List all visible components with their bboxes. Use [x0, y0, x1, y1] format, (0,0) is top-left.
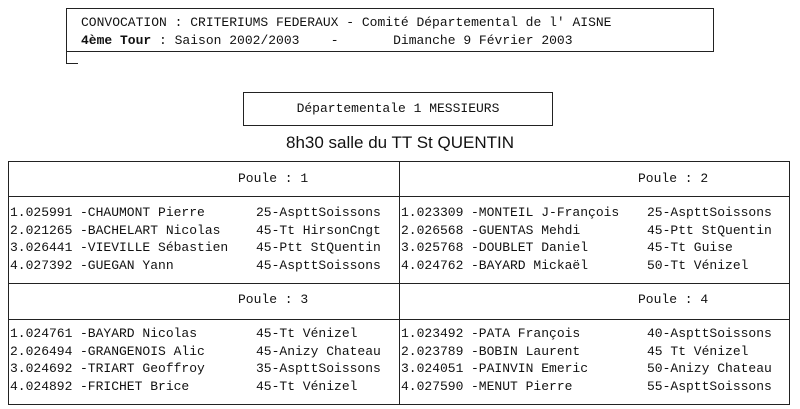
player-num: 4.027392 — [10, 257, 73, 273]
poule-3-list — [10, 326, 398, 396]
player-row — [10, 379, 398, 397]
player-num: 1.023309 — [401, 205, 464, 220]
player-name: -MONTEIL J-François — [471, 205, 620, 220]
player-row — [401, 344, 789, 362]
player-name: -PATA François — [471, 326, 581, 341]
player-row — [401, 361, 789, 379]
player-name: -TRIART Geoffroy — [80, 361, 205, 376]
player-name: -CHAUMONT Pierre — [80, 205, 205, 220]
season-label: : Saison 2002/2003 — [159, 33, 300, 48]
player-club: 40-AspttSoissons — [647, 326, 772, 341]
player-row — [10, 205, 398, 223]
player-club: 50-Tt Vénizel — [647, 257, 749, 273]
player-name: -GUENTAS Mehdi — [471, 222, 581, 238]
player-name: -BAYARD Nicolas — [80, 326, 198, 341]
player-name: -BAYARD Mickaël — [471, 257, 589, 273]
player-club: 45 Tt Vénizel — [647, 343, 749, 359]
player-name: -PAINVIN Emeric — [471, 361, 589, 376]
player-num: 3.024692 — [10, 361, 73, 376]
player-row — [10, 240, 398, 258]
player-num: 1.025991 — [10, 205, 73, 220]
player-club: 45-Anizy Chateau — [256, 343, 381, 359]
poule-2-title: Poule : 2 — [638, 171, 709, 186]
player-name: -BACHELART Nicolas — [80, 222, 221, 238]
player-row — [401, 258, 789, 276]
player-num: 4.024892 — [10, 378, 73, 394]
poule-2-list — [401, 205, 789, 275]
player-row — [401, 240, 789, 258]
player-num: 3.025768 — [401, 240, 464, 255]
poule-4-title: Poule : 4 — [638, 292, 709, 307]
player-club: 45-Ptt StQuentin — [256, 240, 381, 255]
poule-1-list — [10, 205, 398, 275]
player-club: 25-AspttSoissons — [256, 205, 381, 220]
player-row — [401, 326, 789, 344]
player-club: 45-Tt Guise — [647, 240, 733, 255]
poules-grid — [8, 161, 790, 405]
player-num: 2.026494 — [10, 343, 73, 359]
division-box — [243, 92, 553, 126]
player-name: -FRICHET Brice — [80, 378, 190, 394]
player-club: 50-Anizy Chateau — [647, 361, 772, 376]
player-row — [401, 223, 789, 241]
player-name: -GRANGENOIS Alic — [80, 343, 205, 359]
header-tick — [66, 63, 78, 64]
poule-2-separator — [399, 196, 790, 197]
division-title: Départementale 1 MESSIEURS — [296, 101, 500, 116]
player-club: 45-Tt Vénizel — [256, 378, 358, 394]
player-row — [10, 344, 398, 362]
player-name: -MENUT Pierre — [471, 378, 573, 394]
player-name: -GUEGAN Yann — [80, 257, 174, 273]
player-num: 4.024762 — [401, 257, 464, 273]
player-name: -BOBIN Laurent — [471, 343, 581, 359]
player-club: 45-AspttSoissons — [256, 257, 381, 273]
player-num: 2.023789 — [401, 343, 464, 359]
player-num: 1.023492 — [401, 326, 464, 341]
player-club: 55-AspttSoissons — [647, 378, 772, 394]
player-row — [10, 326, 398, 344]
player-num: 2.026568 — [401, 222, 464, 238]
poule-4-list — [401, 326, 789, 396]
grid-right-border — [789, 161, 790, 405]
venue-title: 8h30 salle du TT St QUENTIN — [285, 133, 515, 152]
poule-1-title: Poule : 1 — [238, 171, 309, 186]
player-num: 3.026441 — [10, 240, 73, 255]
player-row — [10, 223, 398, 241]
player-name: -VIEVILLE Sébastien — [80, 240, 229, 255]
poule-3-title: Poule : 3 — [238, 292, 309, 307]
player-num: 2.021265 — [10, 222, 73, 238]
header-title: CONVOCATION : CRITERIUMS FEDERAUX - Comité Départemental de l' AISNE — [81, 15, 612, 30]
header-dash: - — [330, 33, 339, 48]
player-name: -DOUBLET Daniel — [471, 240, 589, 255]
grid-left-border — [8, 161, 9, 405]
poule-3-separator — [8, 319, 399, 320]
player-row — [401, 379, 789, 397]
poule-4-separator — [399, 319, 790, 320]
player-club: 25-AspttSoissons — [647, 205, 772, 220]
header-box — [66, 8, 714, 52]
poule-1-separator — [8, 196, 399, 197]
player-club: 45-Tt Vénizel — [256, 326, 358, 341]
tour-label: 4ème Tour — [81, 33, 152, 48]
event-date: Dimanche 9 Février 2003 — [393, 33, 573, 48]
player-row — [401, 205, 789, 223]
player-row — [10, 361, 398, 379]
player-club: 35-AspttSoissons — [256, 361, 381, 376]
player-club: 45-Tt HirsonCngt — [256, 222, 381, 238]
grid-center-divider — [399, 161, 400, 405]
player-row — [10, 258, 398, 276]
player-club: 45-Ptt StQuentin — [647, 222, 772, 238]
player-num: 3.024051 — [401, 361, 464, 376]
player-num: 1.024761 — [10, 326, 73, 341]
player-num: 4.027590 — [401, 378, 464, 394]
header-subtitle — [81, 33, 573, 48]
